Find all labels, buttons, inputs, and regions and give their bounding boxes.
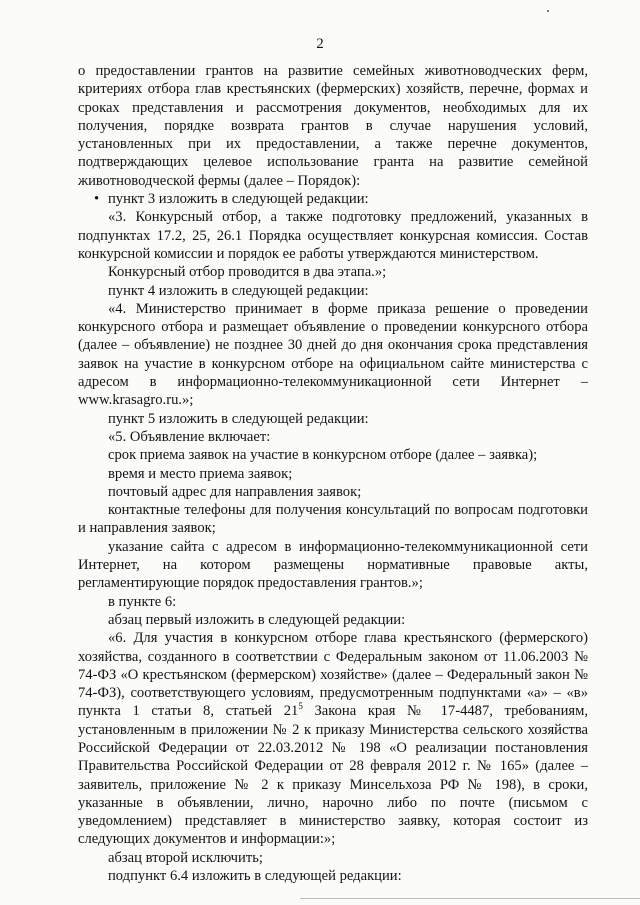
paragraph: почтовый адрес для направления заявок; <box>108 483 362 500</box>
scan-edge-line <box>300 898 640 899</box>
paragraph: «5. Объявление включает: <box>108 428 271 445</box>
paragraph: в пункте 6: <box>108 593 177 610</box>
paragraph: указание сайта с адресом в информационно-телекоммуникационной сети Интернет, на котором размещены нормативные правовые акты, регламентирующие порядок предоставления грантов.»; <box>78 538 588 592</box>
paragraph: «4. Министерство принимает в форме приказа решение о проведении конкурсного отбора и размещает объявление о проведении конкурсного отбора (далее – объявление) не позднее 30 дней до дня окончания срока представления заявок на участие в конкурсном отборе на официальном сайте министерства с адресом в информационно-телекоммуникационной сети Интернет – www.krasagro.ru.»; <box>78 300 588 409</box>
paragraph: пункт 4 изложить в следующей редакции: <box>108 282 369 299</box>
paragraph: о предоставлении грантов на развитие семейных животноводческих ферм, критериях отбора глав крестьянских (фермерских) хозяйств, перечне, формах и сроках представления и рассмотрения документов, необходимых для их получения, порядке возврата грантов в случае нарушения условий, установленных при их предоставлении, а также перечне документов, подтверждающих целевое использование гранта на развитие семейной животноводческой фермы (далее – Порядок): <box>78 63 588 189</box>
document-body <box>78 62 588 885</box>
paragraph: пункт 5 изложить в следующей редакции: <box>108 410 369 427</box>
paragraph: абзац первый изложить в следующей редакции: <box>108 611 406 628</box>
bullet-mark: • <box>94 191 100 208</box>
paragraph: «6. Для участия в конкурсном отборе глава крестьянского (фермерского) хозяйства, созданного в соответствии с Федеральным законом от 11.06.2003 № 74-ФЗ «О крестьянском (фермерском) хозяйстве» (далее – Федеральный закон № 74-ФЗ), соответствующего условиям, предусмотренным подпунктами «а» – «в» пункта 1 статьи 8, статьей $21^5$ Закона края № 17-4487, требованиям, установленным в приложении № 2 к приказу Министерства сельского хозяйства Российской Федерации от 22.03.2012 № 198 «О реализации постановления Правительства Российской Федерации от 28 февраля 2012 г. № 165» (далее – заявитель, приложение № 2 к приказу Минсельхоза РФ № 198), в сроки, указанные в объявлении, лично, нарочно либо по почте (письмом с уведомлением) представляет в министерство заявку, которая состоит из следующих документов и информации:»; <box>78 630 588 848</box>
paragraph: срок приема заявок на участие в конкурсном отборе (далее – заявка); <box>108 447 538 464</box>
paragraph: подпункт 6.4 изложить в следующей редакции: <box>108 868 402 885</box>
paragraph: «3. Конкурсный отбор, а также подготовку предложений, указанных в подпунктах 17.2, 25, 26.1 Порядка осуществляет конкурсная комиссия. Состав конкурсной комиссии и порядок ее работы утверждаются министерством. <box>78 209 588 262</box>
paragraph: абзац второй исключить; <box>108 849 263 866</box>
superscript: 5 <box>298 701 303 712</box>
paragraph: • пункт 3 изложить в следующей редакции: <box>78 190 588 208</box>
paragraph: контактные телефоны для получения консультаций по вопросам подготовки и направления заявок; <box>78 502 588 537</box>
paragraph: Конкурсный отбор проводится в два этапа.»; <box>108 264 387 281</box>
page-number: 2 <box>316 36 324 52</box>
paragraph: время и место приема заявок; <box>108 465 293 482</box>
scan-speck <box>547 10 549 12</box>
